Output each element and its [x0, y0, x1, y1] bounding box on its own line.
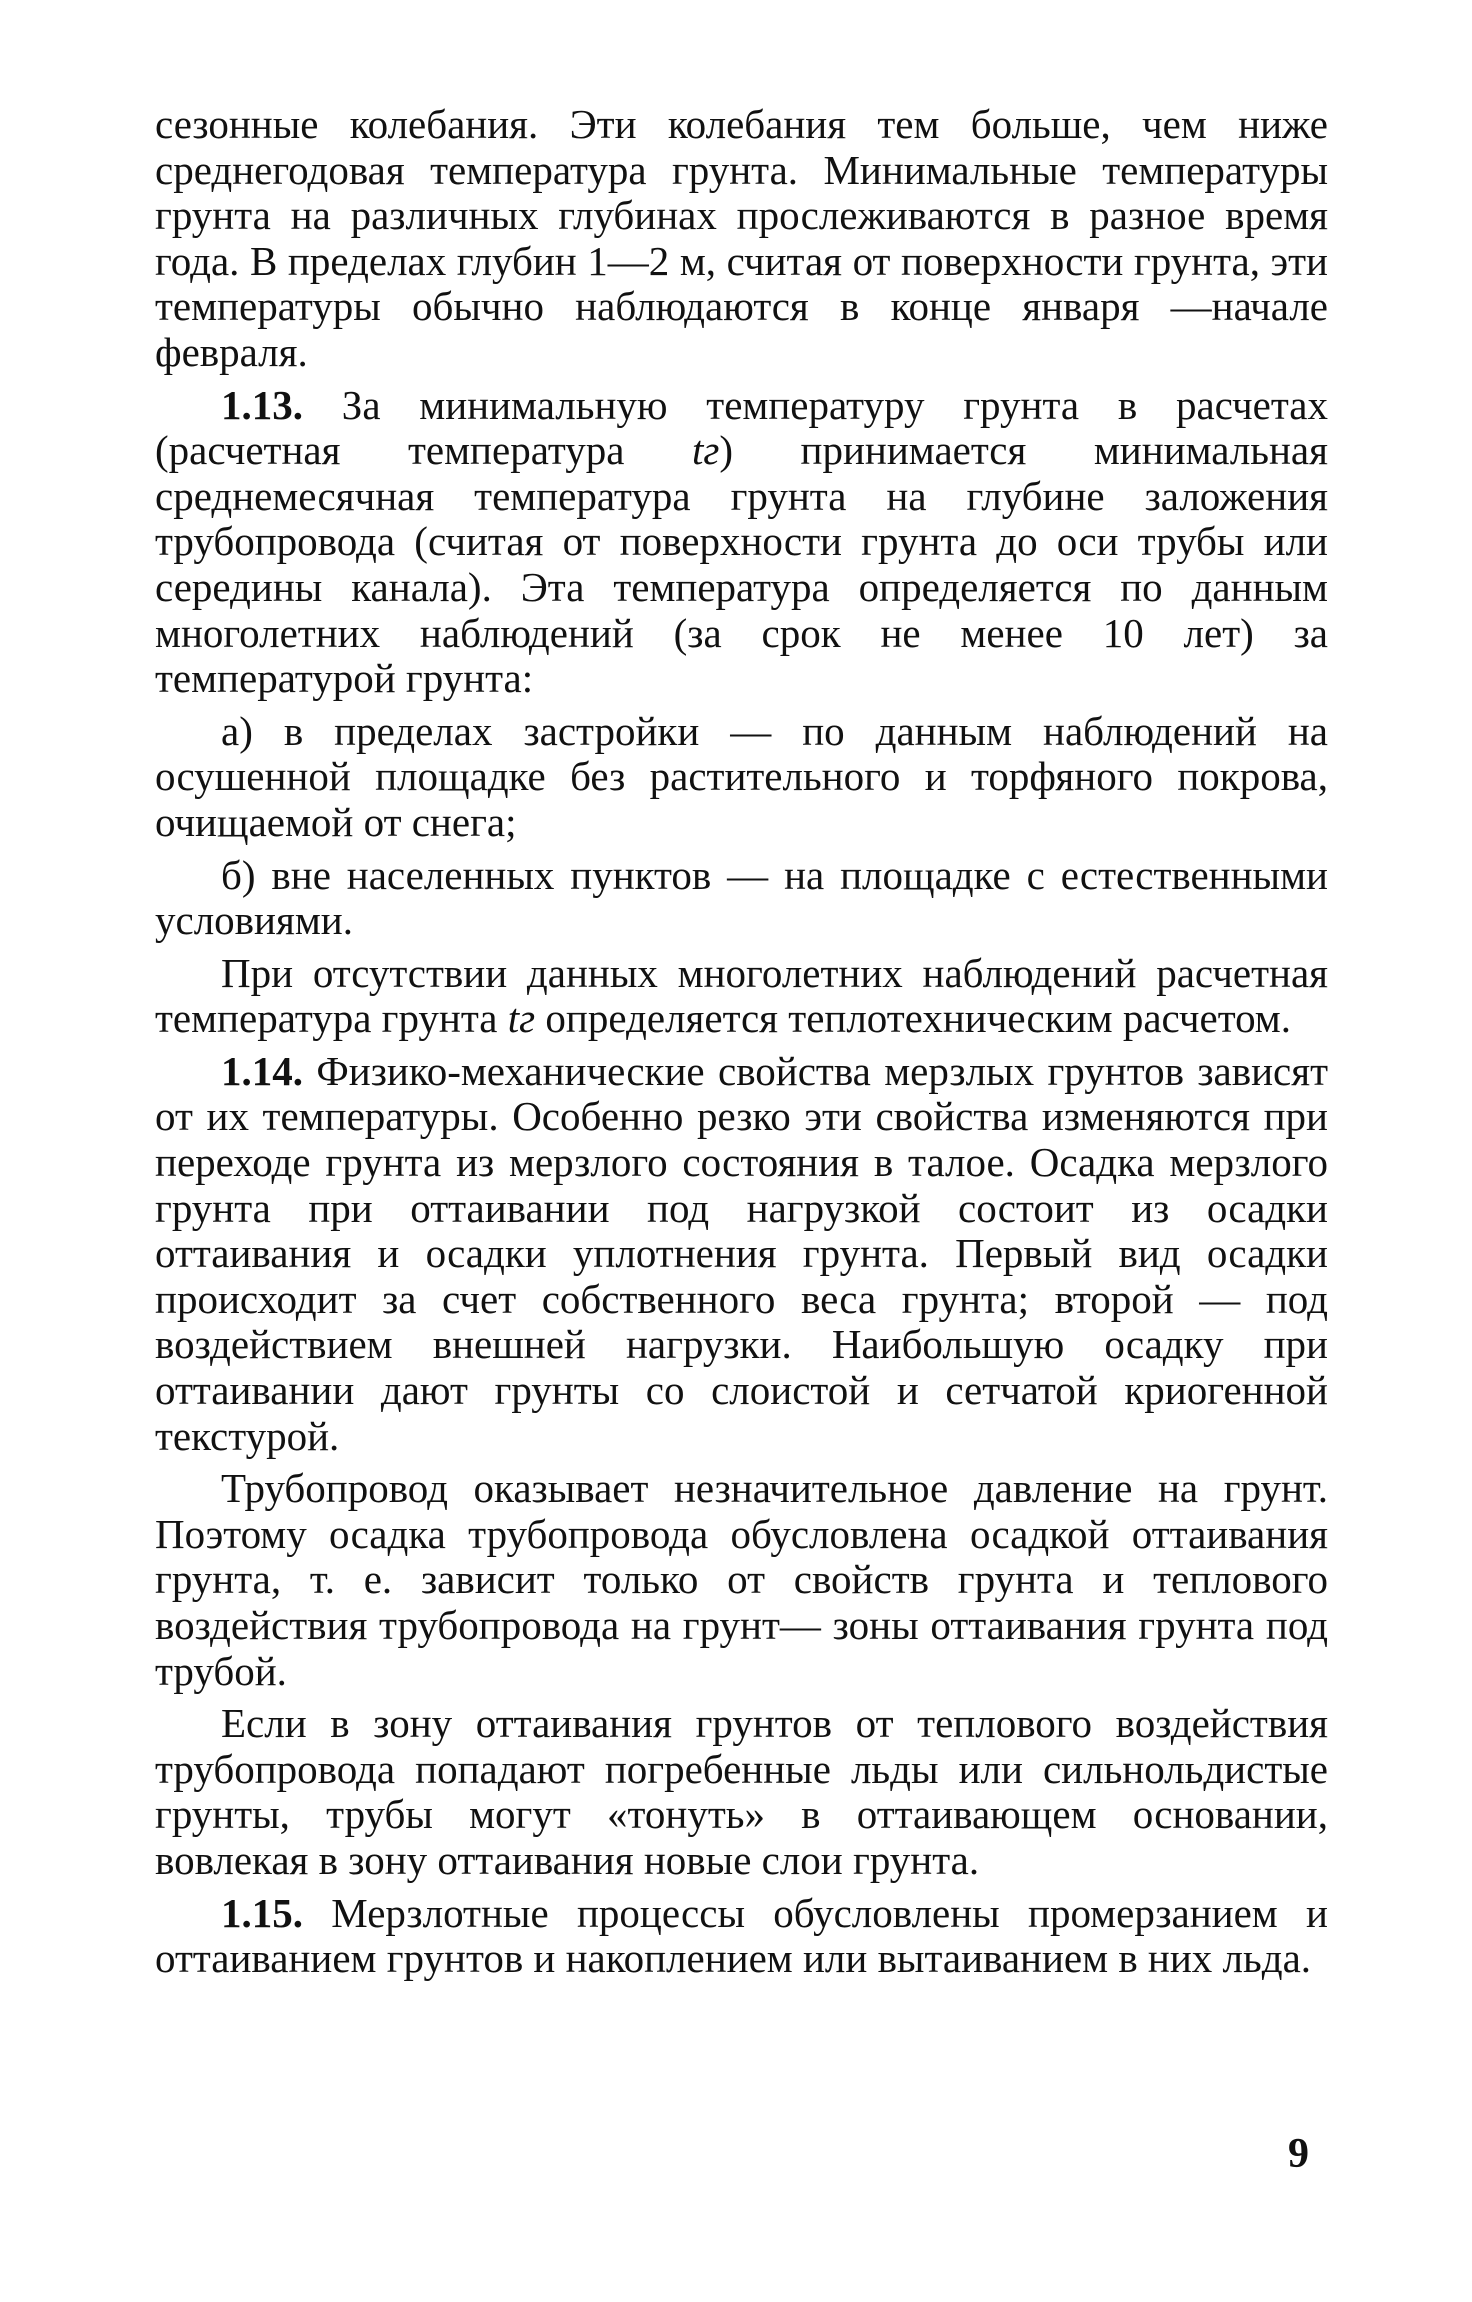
section-number-1-15: 1.15. [221, 1889, 303, 1936]
paragraph-text: ) принимается минимальная среднемесячная температура грунта на глубине заложения трубопровода (считая от поверхности грунта до оси трубы или середины канала). Эта температура определяется по данным многолетних наблюдений (за срок не менее 10 лет) за температурой грунта: [155, 427, 1328, 702]
paragraph-1-14 [155, 1049, 1328, 1459]
list-item-b [155, 853, 1328, 944]
page-body [155, 102, 1328, 1989]
paragraph-text: Если в зону оттаивания грунтов от теплового воздействия трубопровода попадают погребенные льды или сильнольдистые грунты, трубы могут «тонуть» в оттаивающем основании, вовлекая в зону оттаивания новые слои грунта. [155, 1700, 1328, 1883]
paragraph-text: сезонные колебания. Эти колебания тем больше, чем ниже среднегодовая температура грунта. Минимальные температуры грунта на различных глубинах прослеживаются в разное время года. В пределах глубин 1—2 м, считая от поверхности грунта, эти температуры обычно наблюдаются в конце января —начале февраля. [155, 101, 1328, 375]
paragraph-text: а) в пределах застройки — по данным наблюдений на осушенной площадке без растительного и торфяного покрова, очищаемой от снега; [155, 707, 1328, 845]
page-number: 9 [1288, 2131, 1309, 2177]
section-number-1-13: 1.13. [221, 381, 303, 428]
paragraph-1-15 [155, 1891, 1328, 1982]
variable-t-g: tг [691, 427, 720, 474]
paragraph-text: определяется теплотехническим расчетом. [535, 995, 1291, 1042]
paragraph-text: Физико-механические свойства мерзлых грунтов зависят от их температуры. Особенно резко эти свойства изменяются при переходе грунта из мерзлого состояния в талое. Осадка мерзлого грунта при оттаивании под нагрузкой состоит из осадки оттаивания и осадки уплотнения грунта. Первый вид осадки происходит за счет собственного веса грунта; второй — под воздействием внешней нагрузки. Наибольшую осадку при оттаивании дают грунты со слоистой и сетчатой криогенной текстурой. [155, 1047, 1328, 1459]
variable-t-g: tг [507, 995, 536, 1042]
paragraph-buried-ice [155, 1701, 1328, 1883]
paragraph-seasonal-fluctuations [155, 102, 1328, 376]
section-number-1-14: 1.14. [221, 1047, 303, 1094]
paragraph-text: Мерзлотные процессы обусловлены промерзанием и оттаиванием грунтов и накоплением или вытаиванием в них льда. [155, 1889, 1328, 1982]
paragraph-pipeline-pressure [155, 1466, 1328, 1694]
paragraph-text: Трубопровод оказывает незначительное давление на грунт. Поэтому осадка трубопровода обусловлена осадкой оттаивания грунта, т. е. зависит только от свойств грунта и теплового воздействия трубопровода на грунт— зоны оттаивания грунта под трубой. [155, 1465, 1328, 1694]
paragraph-text: б) вне населенных пунктов — на площадке с естественными условиями. [155, 851, 1328, 944]
paragraph-text: За минимальную температуру грунта в расчетах (расчетная температура [155, 381, 1328, 474]
paragraph-1-13 [155, 383, 1328, 702]
paragraph-no-observations [155, 951, 1328, 1042]
list-item-a [155, 709, 1328, 846]
paragraph-text: При отсутствии данных многолетних наблюдений расчетная температура грунта [155, 949, 1328, 1042]
